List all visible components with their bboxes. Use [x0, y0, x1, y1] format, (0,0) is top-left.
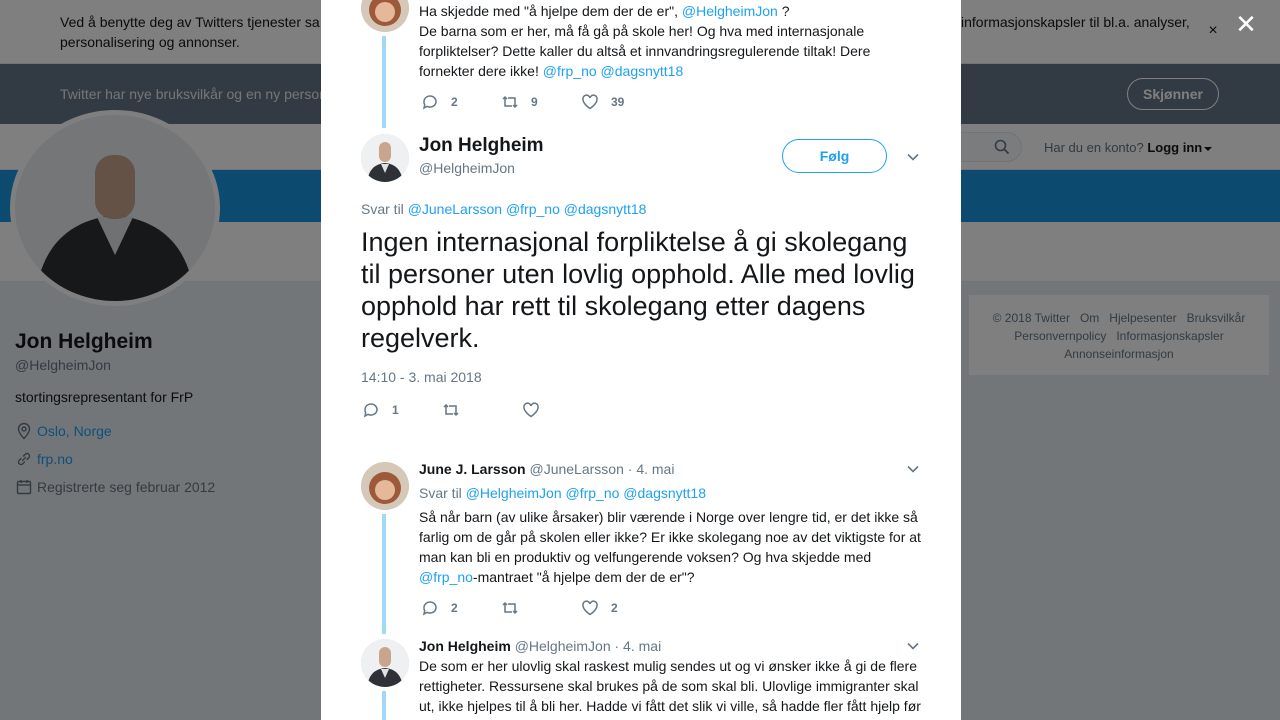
main-tweet-handle[interactable]: @HelgheimJon — [419, 160, 515, 176]
reply2-line3: ut, ikke hjelpes til å bli her. Hadde vi fått det slik vi ville, så hadde fler fått hjelp før — [419, 698, 921, 714]
retweet-icon — [501, 93, 519, 111]
retweet-button[interactable] — [442, 401, 522, 419]
follow-button[interactable]: Følg — [782, 139, 887, 173]
thread-line — [382, 691, 386, 720]
reply1-header — [419, 461, 674, 477]
parent-line3: forpliktelser? Dette kaller du altså et innvandringsregulerende tiltak! Dere — [419, 43, 871, 59]
parent-line2: De barna som er her, må få gå på skole her! Og hva med internasjonale — [419, 23, 865, 39]
reply1-reply-to — [419, 485, 706, 501]
thread-line — [382, 514, 386, 634]
reply-count: 1 — [392, 403, 399, 417]
mention-frp[interactable]: @frp_no — [419, 569, 473, 585]
avatar-jon[interactable] — [361, 639, 409, 687]
retweet-icon — [442, 401, 460, 419]
reply2-header — [419, 638, 661, 654]
retweet-count: 9 — [531, 95, 538, 109]
heart-icon — [581, 93, 599, 111]
like-button[interactable] — [581, 93, 661, 111]
retweet-button[interactable] — [501, 599, 581, 617]
parent-tweet-text — [419, 1, 939, 81]
reply-to-mentions[interactable]: @HelgheimJon @frp_no @dagsnytt18 — [465, 485, 707, 501]
reply1-name[interactable]: June J. Larsson — [419, 461, 526, 477]
like-count: 2 — [611, 601, 618, 615]
reply2-name[interactable]: Jon Helgheim — [419, 638, 511, 654]
reply-icon — [362, 401, 380, 419]
main-reply-to — [361, 201, 646, 217]
chevron-down-icon[interactable] — [906, 639, 920, 653]
reply-icon — [421, 93, 439, 111]
reply1-handle[interactable]: @JuneLarsson — [529, 461, 624, 477]
like-button[interactable] — [522, 401, 602, 419]
reply1-text — [419, 507, 939, 587]
heart-icon — [581, 599, 599, 617]
reply1-actions — [421, 599, 661, 617]
parent-actions — [421, 93, 661, 111]
reply1-line2: farlig om de går på skolen eller ikke? Er ikke skolegang noe av det viktigste for at — [419, 529, 921, 545]
chevron-down-icon[interactable] — [906, 150, 920, 164]
avatar-jon-photo — [361, 134, 409, 182]
main-tweet-name[interactable]: Jon Helgheim — [419, 135, 544, 156]
chevron-down-icon[interactable] — [906, 462, 920, 476]
avatar-june[interactable] — [361, 0, 409, 32]
parent-line1-end: ? — [781, 3, 790, 19]
parent-mentions[interactable]: @frp_no @dagsnytt18 — [542, 63, 684, 79]
reply-to-label: Svar til — [419, 485, 462, 501]
parent-line1: Ha skjedde med "å hjelpe dem der de er", — [419, 3, 678, 19]
reply-button[interactable] — [421, 93, 501, 111]
retweet-button[interactable] — [501, 93, 581, 111]
reply1-date[interactable]: · 4. mai — [627, 461, 675, 477]
reply-icon — [421, 599, 439, 617]
reply2-date[interactable]: · 4. mai — [614, 638, 662, 654]
like-button[interactable] — [581, 599, 661, 617]
heart-icon — [522, 401, 540, 419]
reply2-text — [419, 656, 944, 716]
main-tweet-text: Ingen internasjonal forpliktelse å gi skolegang til personer uten lovlig opphold. Alle med lovlig opphold har rett til skolegang etter dagens regelverk. — [361, 227, 915, 353]
reply-count: 2 — [451, 95, 458, 109]
tweet-modal — [321, 0, 961, 720]
main-tweet-timestamp[interactable]: 14:10 - 3. mai 2018 — [361, 369, 482, 385]
reply1-line3: man kan bli en produktiv og velfungerende voksen? Og hva skjedde med — [419, 549, 872, 565]
reply-to-mentions[interactable]: @JuneLarsson @frp_no @dagsnytt18 — [407, 201, 647, 217]
avatar-june-photo — [361, 462, 409, 510]
reply1-line1: Så når barn (av ulike årsaker) blir værende i Norge over lengre tid, er det ikke så — [419, 509, 918, 525]
thread-line — [382, 36, 386, 128]
reply2-line2: rettigheter. Ressursene skal brukes på de som skal bli. Ulovlige immigranter skal — [419, 678, 919, 694]
reply-button[interactable] — [421, 599, 501, 617]
reply2-line1: De som er her ulovlig skal raskest mulig sendes ut og vi ønsker ikke å gi de flere — [419, 658, 917, 674]
reply-to-label: Svar til — [361, 201, 404, 217]
reply2-handle[interactable]: @HelgheimJon — [514, 638, 611, 654]
avatar-june[interactable] — [361, 462, 409, 510]
mention-helgheimjon[interactable]: @HelgheimJon — [681, 3, 778, 19]
close-modal-icon[interactable]: ✕ — [1235, 9, 1257, 39]
reply-count: 2 — [451, 601, 458, 615]
retweet-icon — [501, 599, 519, 617]
avatar-jon[interactable] — [361, 134, 409, 182]
avatar-jon-photo — [361, 639, 409, 687]
main-actions — [362, 401, 602, 419]
reply-button[interactable] — [362, 401, 442, 419]
reply1-line4: -mantraet "å hjelpe dem der de er"? — [472, 569, 695, 585]
like-count: 39 — [611, 95, 625, 109]
avatar-june-photo — [361, 0, 409, 32]
parent-line4: fornekter dere ikke! — [419, 63, 539, 79]
